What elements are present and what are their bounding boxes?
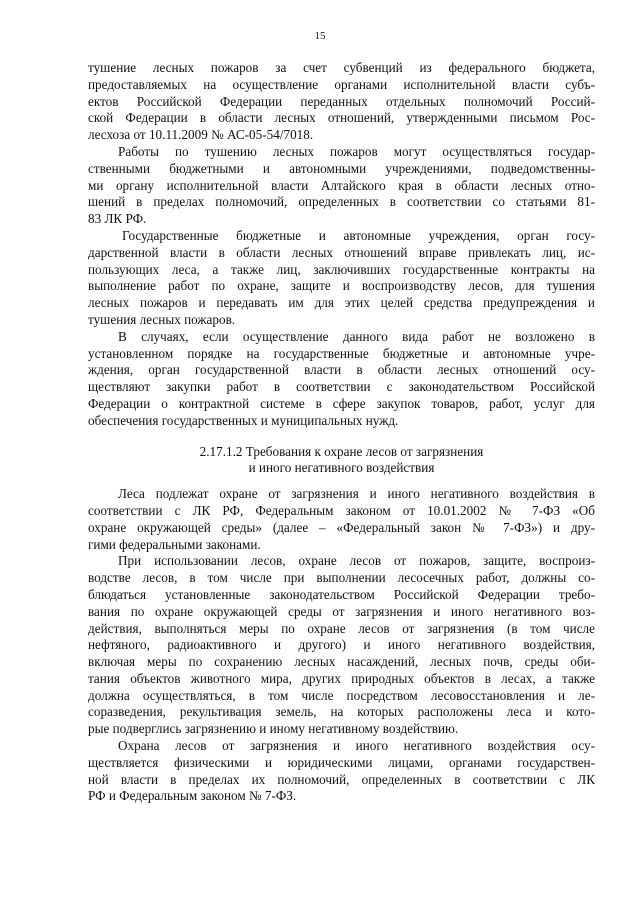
paragraph-line: водстве лесов, в том числе при выполнении лесосечных работ, должны со-	[88, 570, 595, 586]
paragraph-line: нефтяного, радиоактивного и другого) и иного негативного воздействия,	[88, 637, 595, 653]
paragraph-line: Охрана лесов от загрязнения и иного негативного воздействия осу-	[118, 738, 595, 754]
paragraph-line: должна осуществляться, в том числе посредством лесовосстановления и ле-	[88, 687, 595, 703]
paragraph	[88, 329, 595, 430]
paragraph-line: дарственной власти в области лесных отношений вправе привлекать лиц, ис-	[88, 244, 595, 260]
paragraph	[88, 553, 595, 738]
paragraph-line: 83 ЛК РФ.	[88, 211, 147, 227]
paragraph	[88, 228, 595, 329]
paragraph-line: выполнение работ по охране, защите и воспроизводству лесов, для тушения	[88, 278, 595, 294]
paragraph-line: Государственные бюджетные и автономные учреждения, орган госу-	[122, 227, 595, 243]
paragraph-line: Федерации о контрактной системе в сфере закупок товаров, работ, услуг для	[88, 395, 595, 411]
paragraph-line: соразведения, рекультивация земель, на которых расположены леса и кото-	[88, 704, 595, 720]
document-body	[88, 60, 595, 805]
paragraph-line: При использовании лесов, охране лесов от пожаров, защите, воспроиз-	[118, 553, 595, 569]
paragraph-line: блюдаться установленные законодательством Российской Федерации требо-	[88, 586, 595, 602]
paragraph	[88, 60, 595, 144]
paragraph-line: ектов Российской Федерации переданных отдельных полномочий Россий-	[88, 93, 595, 109]
paragraph-line: ществляют закупки работ в соответствии с законодательством Российской	[88, 379, 595, 395]
paragraph-line: обеспечения государственных и муниципальных нужд.	[88, 412, 399, 428]
paragraph-line: В случаях, если осуществление данного вида работ не возложено в	[118, 328, 595, 344]
paragraph-line: предоставляемых на осуществление органами исполнительной власти субъ-	[88, 76, 595, 92]
paragraph-line: ми органу исполнительной власти Алтайского края в области лесных отно-	[88, 177, 595, 193]
paragraph-line: ществляется физическими и юридическими лицами, органами государствен-	[88, 754, 595, 770]
paragraph-line: ской Федерации в области лесных отношений, утвержденными письмом Рос-	[88, 110, 595, 126]
section-heading-line: и иного негативного воздействия	[248, 460, 435, 476]
paragraph-line: ждения, орган государственной власти в области лесных отношений осу-	[88, 362, 595, 378]
paragraph-line: ной власти в пределах их полномочий, определенных в соответствии с ЛК	[88, 771, 595, 787]
paragraph-line: установленном порядке на государственные бюджетные и автономные учре-	[88, 345, 595, 361]
paragraph	[88, 486, 595, 553]
paragraph-line: охране окружающей среды» (далее – «Федеральный закон № 7-ФЗ») и дру-	[88, 519, 595, 535]
paragraph-line: пользующих леса, а также лиц, заключивших государственные контракты на	[88, 261, 595, 277]
paragraph	[88, 738, 595, 805]
paragraph	[88, 144, 595, 228]
section-heading	[88, 444, 595, 478]
section-heading-line: 2.17.1.2 Требования к охране лесов от загрязнения	[199, 443, 484, 459]
paragraph-line: вания по охране окружающей среды от загрязнения и иного негативного воз-	[88, 603, 595, 619]
paragraph-line: тания объектов животного мира, других природных объектов в лесах, а также	[88, 670, 595, 686]
paragraph-line: лесхоза от 10.11.2009 № АС-05-54/7018.	[88, 127, 314, 143]
paragraph-line: ственными бюджетными и автономными учреждениями, подведомственны-	[88, 160, 595, 176]
paragraph-line: тушение лесных пожаров за счет субвенций из федерального бюджета,	[88, 60, 595, 75]
paragraph-line: шений в пределах полномочий, определенных в соответствии со статьями 81-	[88, 194, 595, 210]
paragraph-line: рые подверглись загрязнению и иному негативному воздействию.	[88, 721, 459, 737]
paragraph-line: тушения лесных пожаров.	[88, 311, 236, 327]
paragraph-line: действия, выполняться меры по охране лесов от загрязнения (в том числе	[88, 620, 595, 636]
paragraph-line: РФ и Федеральным законом № 7-ФЗ.	[88, 788, 297, 804]
paragraph-line: Работы по тушению лесных пожаров могут осуществляться государ-	[118, 143, 595, 159]
paragraph-line: соответствии с ЛК РФ, Федеральным законом от 10.01.2002 № 7-ФЗ «Об	[88, 502, 595, 518]
paragraph-line: лесных пожаров и передавать им для этих целей средства предупреждения и	[88, 295, 595, 311]
paragraph-line: включая меры по сохранению лесных насаждений, лесных почв, среды оби-	[88, 654, 595, 670]
paragraph-line: Леса подлежат охране от загрязнения и иного негативного воздействия в	[118, 486, 595, 502]
page-number: 15	[314, 30, 326, 42]
paragraph-line: гими федеральными законами.	[88, 536, 261, 552]
